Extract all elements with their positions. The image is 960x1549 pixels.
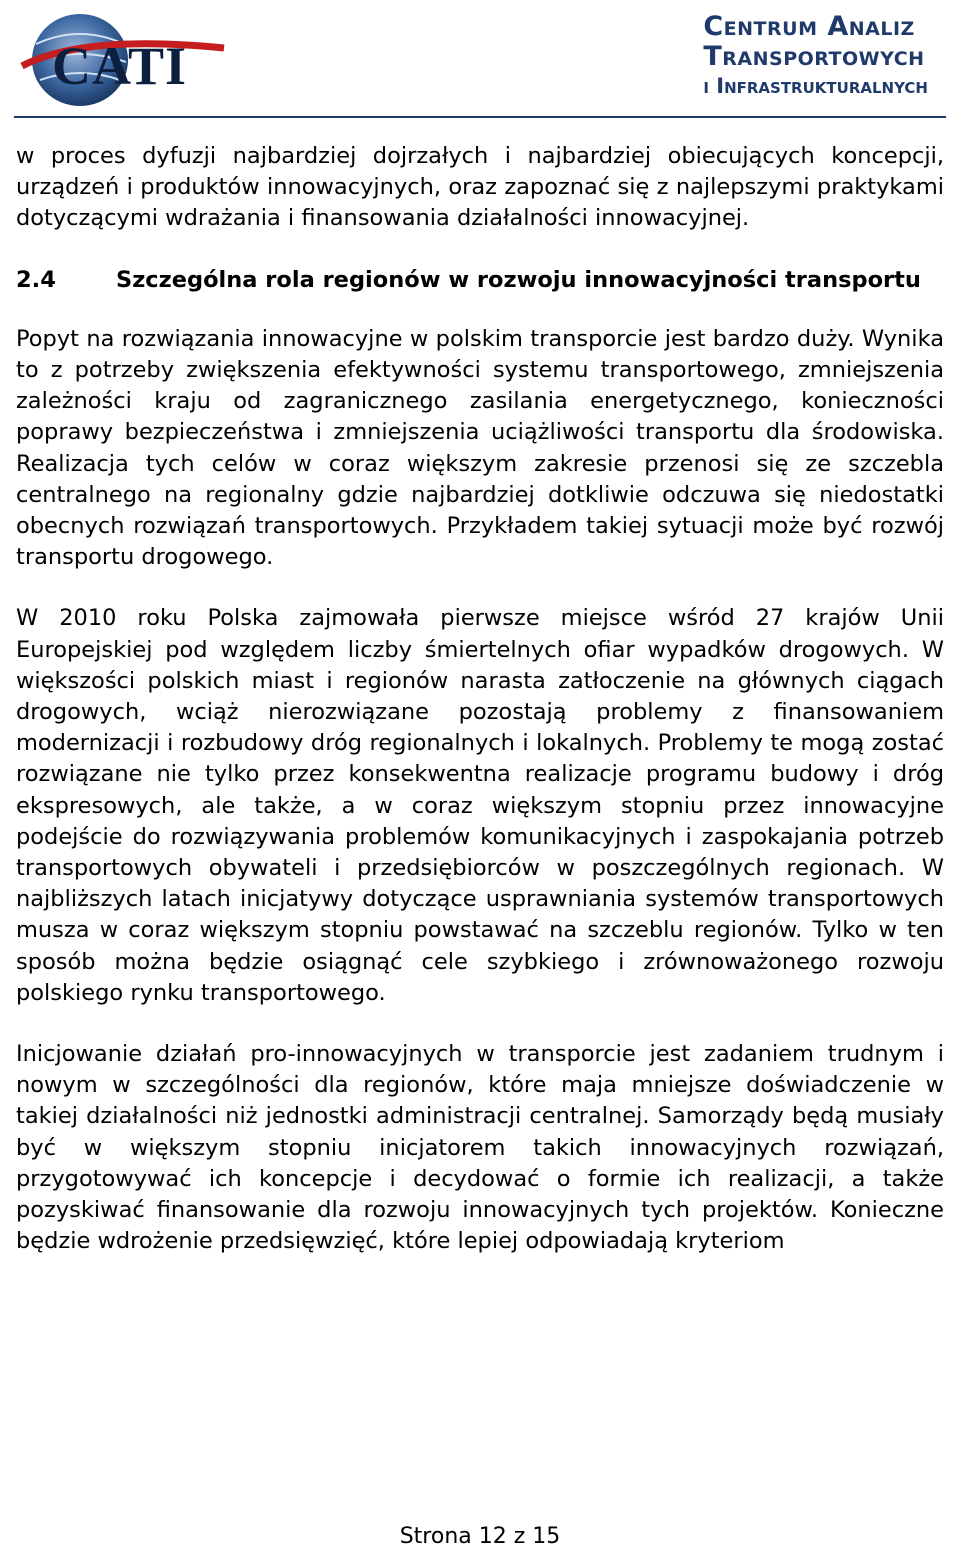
section-number: 2.4 bbox=[16, 266, 56, 293]
header-divider bbox=[14, 116, 946, 118]
cati-logo bbox=[14, 4, 232, 114]
organization-name bbox=[703, 12, 928, 100]
paragraph-3: W 2010 roku Polska zajmowała pierwsze miejsce wśród 27 krajów Unii Europejskiej pod względem liczby śmiertelnych ofiar wypadków drogowych. W większości polskich miast i regionów narasta zatłoczenie na głównych ciągach drogowych, wciąż nierozwiązane pozostają problemy z finansowaniem modernizacji i rozbudowy dróg regionalnych i lokalnych. Problemy te mogą zostać rozwiązane nie tylko przez konsekwentna realizacje programu budowy i dróg ekspresowych, ale także, a w coraz większym stopniu przez innowacyjne podejście do rozwiązywania problemów komunikacyjnych i zaspokajania potrzeb transportowych obywateli i przedsiębiorców w poszczególnych regionach. W najbliższych latach inicjatywy dotyczące usprawniania systemów transportowych musza w coraz większym stopniu powstawać na szczeblu regionów. Tylko w ten sposób można będzie osiągnąć cele szybkiego i zrównoważonego rozwoju polskiego rynku transportowego. bbox=[16, 605, 944, 1006]
page-header bbox=[0, 0, 960, 118]
org-line-3: i Infrastrukturalnych bbox=[703, 74, 928, 98]
document-body bbox=[16, 141, 944, 1258]
section-title: Szczególna rola regionów w rozwoju innowacyjności transportu bbox=[116, 266, 921, 293]
paragraph-4: Inicjowanie działań pro-innowacyjnych w transporcie jest zadaniem trudnym i nowym w szczególności dla regionów, które maja mniejsze doświadczenie w takiej działalności niż jednostki administracji centralnej. Samorządy będą musiały być w większym stopniu inicjatorem takich innowacyjnych rozwiązań, przygotowywać ich koncepcje i decydować o formie ich realizacji, a także pozyskiwać finansowanie dla rozwoju innowacyjnych tych projektów. Konieczne będzie wdrożenie przedsięwzięć, które lepiej odpowiadają kryteriom bbox=[16, 1041, 944, 1255]
org-line-1: Centrum Analiz bbox=[703, 11, 915, 42]
section-heading bbox=[16, 265, 944, 296]
logo-text: CATI bbox=[52, 36, 188, 96]
paragraph-2: Popyt na rozwiązania innowacyjne w polskim transporcie jest bardzo duży. Wynika to z potrzeby zwiększenia efektywności systemu transportowego, zmniejszenia zależności kraju od zagranicznego zasilania energetycznego, konieczności poprawy bezpieczeństwa i zmniejszenia uciążliwości transportu dla środowiska. Realizacja tych celów w coraz większym zakresie przenosi się ze szczebla centralnego na regionalny gdzie najbardziej dotkliwie odczuwa się niedostatki obecnych rozwiązań transportowych. Przykładem takiej sytuacji może być rozwój transportu drogowego. bbox=[16, 325, 944, 571]
paragraph-1: w proces dyfuzji najbardziej dojrzałych i najbardziej obiecujących koncepcji, urządzeń i produktów innowacyjnych, oraz zapoznać się z najlepszymi praktykami dotyczącymi wdrażania i finansowania działalności innowacyjnej. bbox=[16, 143, 944, 232]
org-line-2: Transportowych bbox=[703, 41, 925, 72]
page-number: Strona 12 z 15 bbox=[399, 1524, 561, 1549]
